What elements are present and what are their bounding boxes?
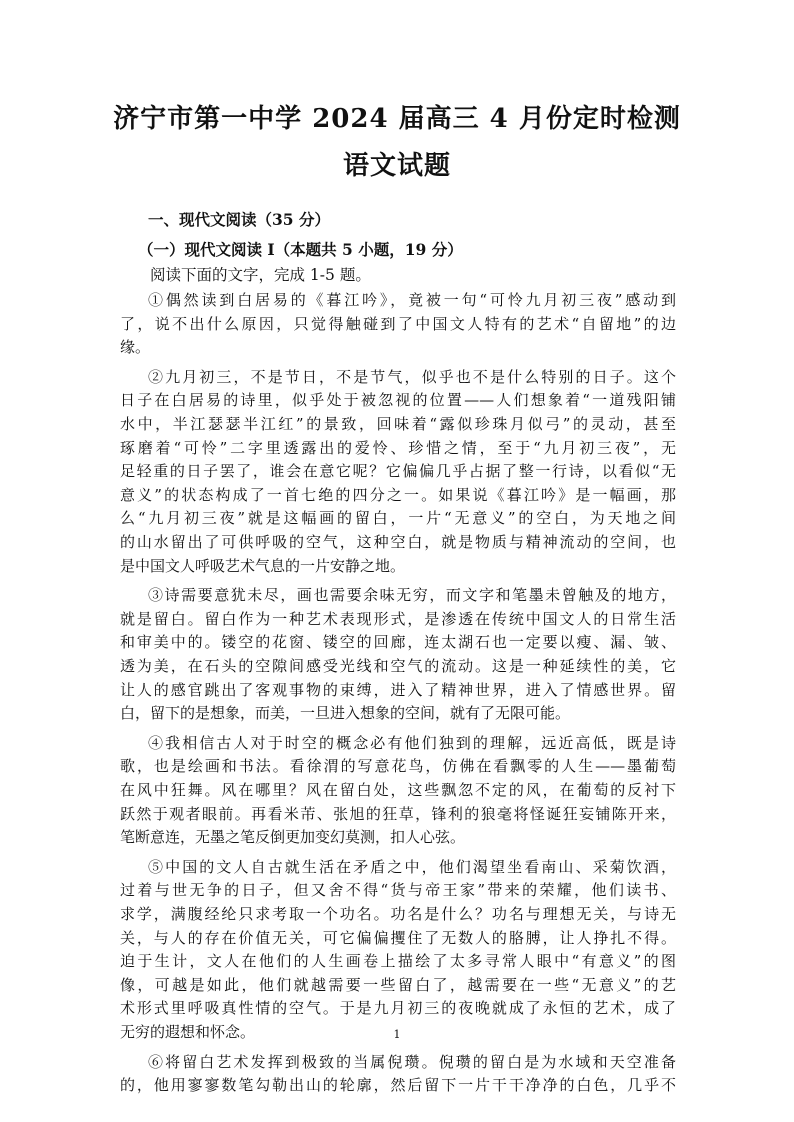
exam-subtitle: 语文试题 [342,151,451,181]
passage-line: 透为美，在石头的空隙间感受光线和空气的流动。这是一种延续性的美，它 [120,657,676,675]
subsection-heading: （一）现代文阅读 I（本题共 5 小题，19 分） [138,240,463,259]
passage-line: 缘。 [120,338,151,357]
passage-line: ⑤中国的文人自古就生活在矛盾之中，他们渴望坐看南山、采菊饮酒， [148,857,676,876]
passage-line: 足轻重的日子罢了，谁会在意它呢？它偏偏几乎占据了整一行诗，以看似“无 [120,462,676,481]
passage-line: 就是留白。留白作为一种艺术表现形式，是渗透在传统中国文人的日常生活 [120,609,676,628]
passage-line: 的山水留出了可供呼吸的空气，这种空白，就是物质与精神流动的空间，也 [120,533,676,551]
passage-line: 白，留下的是想象，而美，一旦进入想象的空间，就有了无限可能。 [120,704,571,723]
passage-line: 在风中狂舞。风在哪里？风在留白处，这些飘忽不定的风，在葡萄的反衬下 [120,781,676,799]
passage-line: 无穷的遐想和怀念。 [120,1023,256,1041]
passage-line: 琢磨着“可怜”二字里透露出的爱怜、珍惜之情，至于“九月初三夜”，无 [120,438,676,457]
passage-line: 术形式里呼吸真性情的空气。于是九月初三的夜晚就成了永恒的艺术，成了 [120,999,676,1018]
passage-line: 水中，半江瑟瑟半江红”的景致，回味着“露似珍珠月似弓”的灵动，甚至 [120,415,676,433]
passage-line: ⑥将留白艺术发挥到极致的当属倪瓒。倪瓒的留白是为水域和天空准备 [148,1052,676,1071]
passage-line: 么“九月初三夜”就是这幅画的留白，一片“无意义”的空白，为天地之间 [120,509,676,528]
passage-line: 笔断意连，无墨之笔反倒更加变幻莫测，扣人心弦。 [120,828,466,847]
passage-line: 意义”的状态构成了一首七绝的四分之一。如果说《暮江吟》是一幅画，那 [120,485,676,504]
passage-line: 像，可越是如此，他们就越需要一些留白了，越需要在一些“无意义”的艺 [120,975,676,994]
passage-line: ①偶然读到白居易的《暮江吟》，竟被一句“可怜九月初三夜”感动到 [148,291,676,309]
passage-line: 和审美中的。镂空的花窗、镂空的回廊，连太湖石也一定要以瘦、漏、皱、 [120,633,676,652]
passage-line: 是中国文人呼吸艺术气息的一片安静之地。 [120,556,406,575]
passage-line: 过着与世无争的日子，但又舍不得“货与帝王家”带来的荣耀，他们读书、 [120,881,676,900]
passage-line: 了，说不出什么原因，只觉得触碰到了中国文人特有的艺术“自留地”的边 [120,314,676,333]
passage-line: ③诗需要意犹未尽，画也需要余味无穷，而文字和笔墨未曾触及的地方， [148,586,676,605]
passage-line: 的，他用寥寥数笔勾勒出山的轮廓，然后留下一片干干净净的白色，几乎不 [120,1076,676,1095]
passage-line: 关，与人的存在价值无关，可它偏偏攫住了无数人的胳膊，让人挣扎不得。 [120,928,676,947]
passage-line: 求学，满腹经纶只求考取一个功名。功名是什么？功名与理想无关，与诗无 [120,905,676,923]
passage-line: 日子在白居易的诗里，似乎处于被忽视的位置——人们想象着“一道残阳铺 [120,391,676,410]
page-number: 1 [393,1028,401,1041]
section-heading: 一、现代文阅读（35 分） [148,210,330,229]
passage-line: 歌，也是绘画和书法。看徐渭的写意花鸟，仿佛在看飘零的人生——墨葡萄 [120,757,676,776]
passage-line: ②九月初三，不是节日，不是节气，似乎也不是什么特别的日子。这个 [148,367,676,386]
passage-line: ④我相信古人对于时空的概念必有他们独到的理解，远近高低，既是诗 [148,733,676,752]
passage-line: 迫于生计，文人在他们的人生画卷上描绘了太多寻常人眼中“有意义”的图 [120,952,676,971]
exam-title: 济宁市第一中学 2024 届高三 4 月份定时检测 [113,104,681,134]
reading-instruction: 阅读下面的文字，完成 1-5 题。 [150,266,371,284]
passage-line: 跃然于观者眼前。再看米芾、张旭的狂草，锋利的狼毫将怪诞狂妄铺陈开来， [120,804,676,823]
passage-line: 让人的感官跳出了客观事物的束缚，进入了精神世界，进入了情感世界。留 [120,680,676,699]
